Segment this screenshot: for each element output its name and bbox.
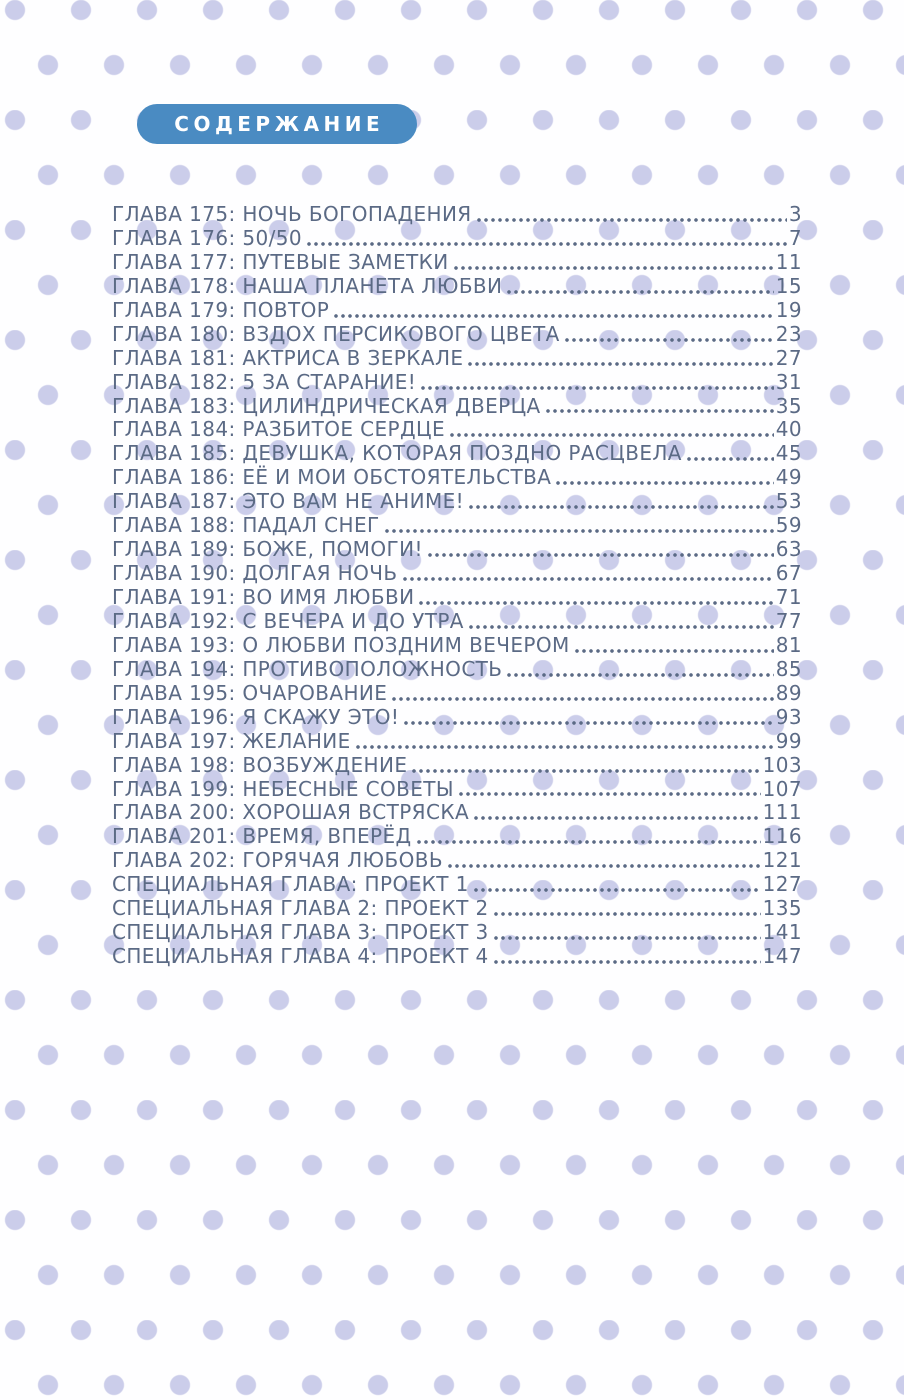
toc-leader-dots [416,839,761,845]
toc-entry-label: ГЛАВА 198: ВОЗБУЖДЕНИЕ [112,752,408,777]
toc-leader-dots [564,337,774,343]
toc-entry-page: 27 [775,345,802,370]
toc-entry-label: ГЛАВА 191: ВО ИМЯ ЛЮБВИ [112,585,415,609]
toc-entry-label: ГЛАВА 184: РАЗБИТОЕ СЕРДЦЕ [112,417,445,442]
toc-entry [112,538,802,562]
toc-entry-label: ГЛАВА 178: НАША ПЛАНЕТА ЛЮБВИ [112,273,503,298]
toc-entry-label: ГЛАВА 185: ДЕВУШКА, КОТОРАЯ ПОЗДНО РАСЦВЕЛА [112,441,682,466]
toc-entry-page: 71 [775,585,802,609]
toc-entry-page: 103 [762,752,802,777]
toc-entry [112,586,802,610]
toc-entry-page: 85 [775,656,802,681]
toc-entry-page: 49 [775,465,802,490]
toc-entry-label: ГЛАВА 199: НЕБЕСНЫЕ СОВЕТЫ [112,776,454,801]
toc-entry [112,275,802,299]
toc-leader-dots [476,217,787,223]
toc-leader-dots [468,624,774,630]
toc-entry-label: ГЛАВА 196: Я СКАЖУ ЭТО! [112,704,400,729]
toc-entry-page: 89 [775,680,802,705]
toc-entry-label: ГЛАВА 176: 50/50 [112,225,302,250]
toc-entry [112,490,802,514]
toc-entry [112,634,802,658]
toc-entry [112,706,802,730]
toc-leader-dots [447,863,761,869]
toc-leader-dots [420,385,774,391]
toc-entry [112,610,802,634]
toc-entry [112,562,802,586]
toc-entry-page: 99 [775,728,802,753]
toc-entry [112,825,802,849]
toc-leader-dots [473,815,761,821]
toc-entry-page: 127 [762,872,802,897]
toc-leader-dots [355,744,774,750]
toc-entry [112,299,802,323]
toc-entry [112,251,802,275]
toc-entry [112,203,802,227]
toc-leader-dots [493,911,761,917]
toc-leader-dots [418,600,773,606]
toc-entry-page: 19 [775,297,802,322]
toc-leader-dots [402,576,774,582]
toc-leader-dots [453,265,774,271]
toc-entry-label: ГЛАВА 188: ПАДАЛ СНЕГ [112,513,380,538]
toc-entry [112,514,802,538]
toc-leader-dots [391,696,773,702]
toc-entry-label: ГЛАВА 194: ПРОТИВОПОЛОЖНОСТЬ [112,656,503,681]
toc-list [112,203,802,969]
toc-entry-page: 135 [762,896,802,921]
toc-leader-dots [384,528,774,534]
toc-leader-dots [493,935,761,941]
toc-entry-page: 141 [762,920,802,945]
toc-entry [112,897,802,921]
toc-entry-page: 35 [775,393,802,418]
toc-entry-page: 53 [775,489,802,514]
toc-leader-dots [427,552,774,558]
toc-leader-dots [473,887,761,893]
toc-entry-page: 107 [762,776,802,801]
toc-entry [112,658,802,682]
toc-entry [112,945,802,969]
toc-entry-page: 7 [788,225,802,250]
toc-entry-page: 3 [788,202,802,226]
toc-entry [112,682,802,706]
toc-entry-label: СПЕЦИАЛЬНАЯ ГЛАВА: ПРОЕКТ 1 [112,872,469,897]
toc-entry [112,873,802,897]
toc-entry-page: 67 [775,561,802,586]
toc-entry-label: ГЛАВА 182: 5 ЗА СТАРАНИЕ! [112,369,417,394]
toc-leader-dots [468,504,774,510]
toc-leader-dots [458,791,761,797]
toc-leader-dots [403,720,773,726]
toc-leader-dots [306,241,787,247]
toc-entry-label: ГЛАВА 189: БОЖЕ, ПОМОГИ! [112,537,423,562]
toc-entry-label: ГЛАВА 180: ВЗДОХ ПЕРСИКОВОГО ЦВЕТА [112,321,560,346]
toc-entry-page: 63 [775,537,802,562]
toc-entry-page: 45 [775,441,802,466]
toc-entry-label: ГЛАВА 190: ДОЛГАЯ НОЧЬ [112,561,398,586]
toc-leader-dots [449,432,774,438]
toc-entry-label: ГЛАВА 175: НОЧЬ БОГОПАДЕНИЯ [112,202,472,226]
toc-leader-dots [686,456,774,462]
toc-leader-dots [467,361,773,367]
toc-entry [112,395,802,419]
toc-entry-page: 121 [762,848,802,873]
toc-entry [112,323,802,347]
toc-entry-page: 77 [775,608,802,633]
toc-entry-label: ГЛАВА 183: ЦИЛИНДРИЧЕСКАЯ ДВЕРЦА [112,393,541,418]
toc-leader-dots [506,289,773,295]
toc-entry-label: ГЛАВА 202: ГОРЯЧАЯ ЛЮБОВЬ [112,848,444,873]
toc-leader-dots [555,480,773,486]
toc-entry-label: СПЕЦИАЛЬНАЯ ГЛАВА 3: ПРОЕКТ 3 [112,920,489,945]
toc-entry [112,442,802,466]
toc-leader-dots [545,408,774,414]
toc-entry [112,371,802,395]
toc-entry [112,418,802,442]
toc-entry-page: 93 [775,704,802,729]
toc-entry [112,921,802,945]
toc-entry-page: 23 [775,321,802,346]
toc-entry-label: СПЕЦИАЛЬНАЯ ГЛАВА 2: ПРОЕКТ 2 [112,896,489,921]
toc-entry-label: ГЛАВА 201: ВРЕМЯ, ВПЕРЁД [112,824,412,849]
toc-entry-label: ГЛАВА 187: ЭТО ВАМ НЕ АНИМЕ! [112,489,465,514]
toc-leader-dots [506,672,773,678]
toc-entry [112,730,802,754]
toc-entry-label: ГЛАВА 192: С ВЕЧЕРА И ДО УТРА [112,608,464,633]
toc-entry [112,466,802,490]
toc-entry [112,801,802,825]
toc-entry [112,227,802,251]
toc-entry-label: ГЛАВА 200: ХОРОШАЯ ВСТРЯСКА [112,800,470,825]
toc-entry-label: ГЛАВА 197: ЖЕЛАНИЕ [112,728,351,753]
toc-entry-page: 59 [775,513,802,538]
toc-entry [112,849,802,873]
toc-leader-dots [493,959,761,965]
toc-entry-page: 81 [775,632,802,657]
toc-entry [112,778,802,802]
toc-entry-label: СПЕЦИАЛЬНАЯ ГЛАВА 4: ПРОЕКТ 4 [112,944,489,969]
toc-entry-page: 31 [775,369,802,394]
toc-entry-page: 147 [762,944,802,969]
toc-entry-page: 11 [775,249,802,274]
toc-entry-page: 116 [762,824,802,849]
toc-leader-dots [574,648,774,654]
toc-entry-label: ГЛАВА 177: ПУТЕВЫЕ ЗАМЕТКИ [112,249,449,274]
toc-entry-label: ГЛАВА 193: О ЛЮБВИ ПОЗДНИМ ВЕЧЕРОМ [112,632,570,657]
toc-entry-page: 15 [775,273,802,298]
toc-leader-dots [411,768,760,774]
contents-title-badge [137,104,417,144]
toc-entry-label: ГЛАВА 186: ЕЁ И МОИ ОБСТОЯТЕЛЬСТВА [112,465,552,490]
contents-title: СОДЕРЖАНИЕ [174,112,385,136]
toc-entry-page: 111 [762,800,802,825]
toc-entry-label: ГЛАВА 195: ОЧАРОВАНИЕ [112,680,388,705]
toc-entry [112,754,802,778]
toc-entry-label: ГЛАВА 181: АКТРИСА В ЗЕРКАЛЕ [112,345,464,370]
toc-leader-dots [333,313,773,319]
toc-entry-page: 40 [775,417,802,442]
toc-entry [112,347,802,371]
toc-entry-label: ГЛАВА 179: ПОВТОР [112,297,330,322]
